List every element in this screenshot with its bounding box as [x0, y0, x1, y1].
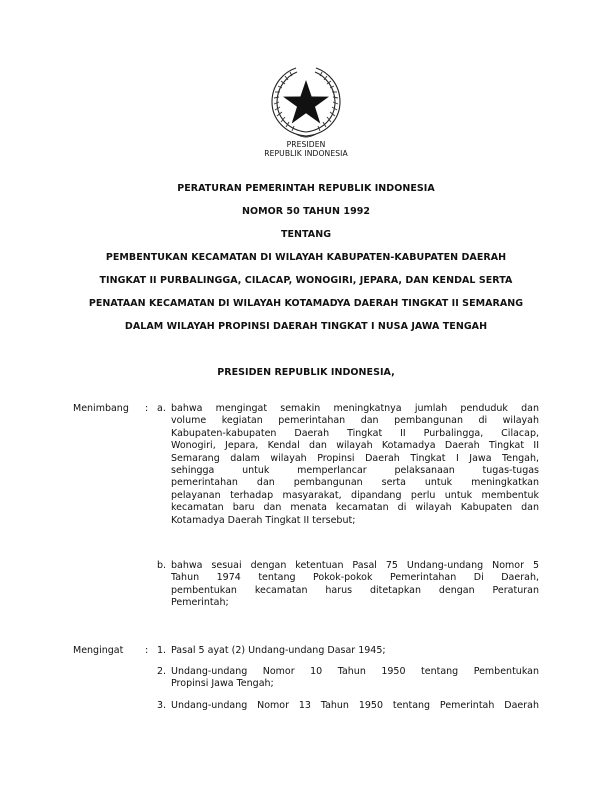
text-line: Pasal 5 ayat (2) Undang-undang Dasar 1945; — [171, 645, 386, 656]
text-line: Semarang dalam wilayah Propinsi Daerah Tingkat I Jawa Tengah, — [171, 452, 539, 464]
mengingat-item-3 — [171, 700, 539, 712]
regulation-subject-line: DALAM WILAYAH PROPINSI DAERAH TINGKAT I NUSA JAWA TENGAH — [124, 321, 488, 332]
regulation-subject-line: TINGKAT II PURBALINGGA, CILACAP, WONOGIRI, JEPARA, DAN KENDAL SERTA — [99, 275, 513, 286]
regulation-title: PERATURAN PEMERINTAH REPUBLIK INDONESIA — [177, 183, 435, 194]
regulation-about: TENTANG — [280, 229, 332, 240]
regulation-number: NOMOR 50 TAHUN 1992 — [241, 206, 371, 217]
mengingat-colon: : — [145, 645, 149, 656]
text-line: Propinsi Jawa Tengah; — [171, 678, 274, 690]
mengingat-item-2 — [171, 666, 539, 691]
regulation-subject-line: PEMBENTUKAN KECAMATAN DI WILAYAH KABUPATEN-KABUPATEN DAERAH — [105, 252, 507, 263]
text-line: bahwa mengingat semakin meningkatnya jumlah penduduk dan — [171, 403, 539, 414]
menimbang-item-b — [171, 560, 539, 610]
menimbang-item-a — [171, 403, 539, 527]
text-line: bahwa sesuai dengan ketentuan Pasal 75 Undang-undang Nomor 5 — [171, 560, 539, 571]
preamble-heading: PRESIDEN REPUBLIK INDONESIA, — [217, 367, 395, 378]
text-line: Undang-undang Nomor 10 Tahun 1950 tentang Pembentukan — [171, 666, 539, 677]
text-line: kecamatan baru dan menata kecamatan di wilayah Kabupaten dan — [171, 502, 539, 514]
emblem-caption — [0, 140, 612, 159]
text-line: sehingga untuk memperlancar pelaksanaan tugas-tugas — [171, 464, 539, 476]
regulation-subject-line: PENATAAN KECAMATAN DI WILAYAH KOTAMADYA DAERAH TINGKAT II SEMARANG — [88, 298, 524, 309]
text-line: Tahun 1974 tentang Pokok-pokok Pemerintahan Di Daerah, — [171, 572, 539, 584]
garuda-star-emblem-icon — [266, 62, 346, 142]
text-line: Kotamadya Daerah Tingkat II tersebut; — [171, 514, 356, 526]
item-marker: 2. — [157, 666, 167, 677]
text-line: Wonogiri, Jepara, Kendal dan wilayah Kotamadya Daerah Tingkat II — [171, 440, 539, 452]
mengingat-label: Mengingat — [73, 645, 124, 656]
mengingat-item-1 — [171, 645, 539, 657]
item-marker: 1. — [157, 645, 167, 656]
text-line: Undang-undang Nomor 13 Tahun 1950 tentang Pemerintah Daerah — [171, 700, 539, 711]
text-line: pembentukan kecamatan harus ditetapkan dengan Peraturan — [171, 584, 539, 596]
menimbang-label: Menimbang — [73, 403, 129, 414]
caption-republic: REPUBLIK INDONESIA — [264, 149, 348, 159]
menimbang-colon: : — [145, 403, 149, 414]
text-line: volume kegiatan pemerintahan dan pembangunan di wilayah — [171, 415, 539, 427]
text-line: Kabupaten-kabupaten Daerah Tingkat II Purbalingga, Cilacap, — [171, 427, 539, 439]
item-marker: 3. — [157, 700, 167, 711]
item-marker: b. — [157, 560, 167, 571]
caption-president: PRESIDEN — [286, 140, 326, 149]
text-line: pemerintahan dan pembangunan serta untuk meningkatkan — [171, 477, 539, 489]
text-line: pelayanan terhadap masyarakat, dipandang perlu untuk membentuk — [171, 489, 539, 501]
item-marker: a. — [157, 403, 166, 414]
text-line: Pemerintah; — [171, 597, 229, 609]
